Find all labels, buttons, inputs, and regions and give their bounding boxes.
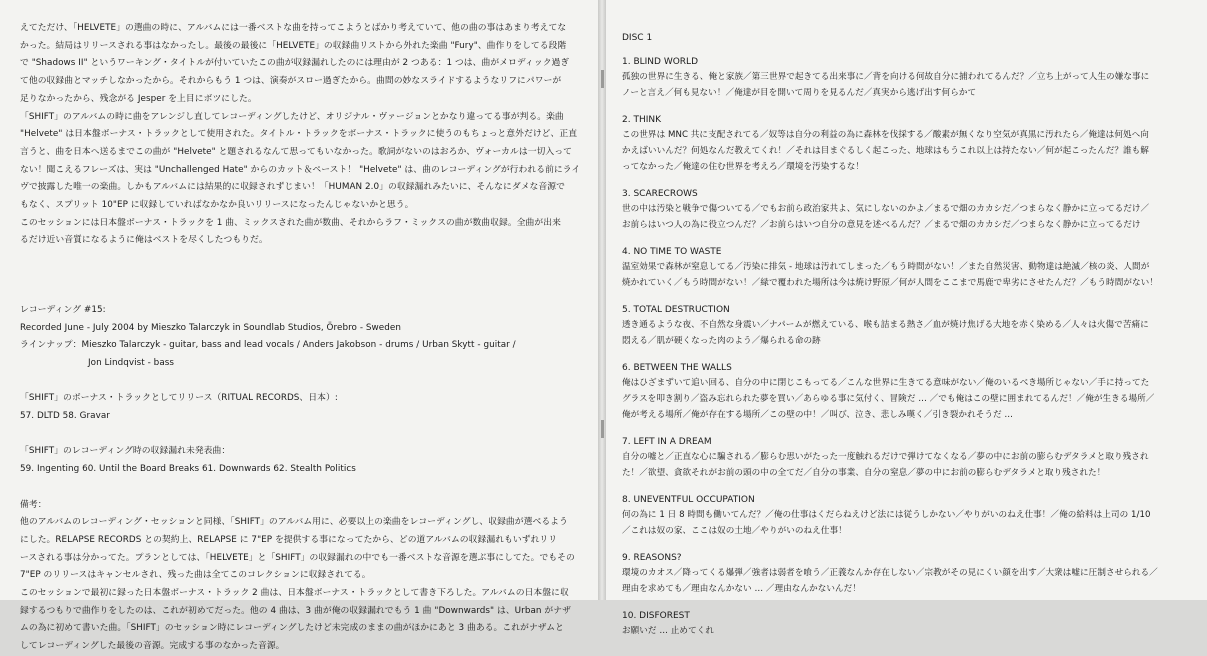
track-lyrics [622, 610, 1195, 639]
lyric-line: ノーと言え／何も見ない！／俺達が目を開いて周りを見るんだ／真実から逃げ出す何らかて [622, 88, 977, 98]
intro-line: て他の収録曲とマッチしなかったから。それからもう 1 つは、演奏がスロー過ぎたから。曲間の妙なスライドするようなリフにパワーが [20, 76, 562, 87]
recording-info [20, 302, 582, 373]
lyric-line: この世界は MNC 共に支配されてる／奴等は自分の利益の為に森林を伐採する／酸素が無くなり空気が真黒に汚れたら／俺達は何処へ向 [622, 130, 1149, 140]
staple [601, 420, 604, 438]
lineup-continued: Jon Lindqvist - bass [88, 357, 175, 368]
track-title: 10. DISFOREST [622, 611, 690, 621]
notes-title: 備考： [20, 499, 47, 510]
bonus-tracks: 57. DLTD 58. Gravar [20, 411, 110, 422]
track-lyrics [622, 188, 1195, 233]
intro-line: るだけ近い音質になるように俺はベストを尽くしたつもりだ。 [20, 235, 268, 246]
intro-line: もなく、スプリット 10"EP に収録していればなかなか良いリリースになったんじゃないかと思う。 [20, 200, 414, 211]
intro-line: ヴで披露した唯一の楽曲。しかもアルバムには結果的に収録されずじまい！「HUMAN 2.0」の収録漏れみたいに、そんなにダメな音源で [20, 182, 565, 193]
liner-notes-intro [20, 20, 582, 250]
lyric-line: お前らはいつ人の為に役立つんだ？／お前らはいつ自分の意見を述べるんだ？／まるで畑のカカシだ／つまらなく静かに立ってるだけ [622, 220, 1141, 230]
track-lyrics [622, 304, 1195, 349]
unreleased-title: 「SHIFT」のレコーディング時の収録漏れ未発表曲： [20, 446, 231, 457]
intro-line: 足りなかったから、残念がる Jesper を上目にボツにした。 [20, 93, 257, 104]
recording-title: レコーディング #15: [20, 304, 106, 315]
lyric-line: グラスを叩き割り／盗み忘れられた夢を買い／あらゆる事に気付く、冒険だ … ／でも俺はこの壁に囲まれてるんだ！／俺が生きる場所／ [622, 394, 1155, 404]
lyric-line: 理由を求めても／理由なんかない … ／理由なんかないんだ！ [622, 584, 861, 594]
lyric-line: 悶える／肌が硬くなった肉のよう／爆られる命の跡 [622, 336, 821, 346]
lyric-line: ／これは奴の家、ここは奴の土地／やりがいのねえ仕事！ [622, 526, 847, 536]
lyric-line: かえばいいんだ？何処なんだ教えてくれ！／それは目まぐるしく起こった、地球はもうこれ以上は持たない／何が起こったんだ？誰も解 [622, 146, 1149, 156]
intro-line: 「SHIFT」のアルバムの時に曲をアレンジし直してレコーディングしたけど、オリジナル・ヴァージョンとかなり違ってる事が判る。楽曲 [20, 111, 564, 122]
track-title: 1. BLIND WORLD [622, 57, 698, 67]
intro-line: 言うと、曲を日本へ送るまでこの曲が "Helvete" と題されるなんて思ってもいなかった。歌詞がないのはおろか、ヴォーカルは一切入って [20, 146, 572, 157]
lyric-line: 俺はひざまずいて追い回る、自分の中に閉じこもってる／こんな世界に生きてる意味がない／俺のいるべき場所じゃない／手に持ってた [622, 378, 1150, 388]
lyric-line: 焼かれていく／もう時間がない！／緑で覆われた場所は今は焼け野原／何が人間をここまで馬鹿で卑劣にさせたんだ？／もう時間がない！ [622, 278, 1158, 288]
recording-details: Recorded June - July 2004 by Mieszko Talarczyk in Soundlab Studios, Örebro - Sweden [20, 322, 401, 333]
intro-line: えてただけ、「HELVETE」の選曲の時に、アルバムには一番ベストな曲を持ってこようとばかり考えていて、他の曲の事はあまり考えてな [20, 23, 567, 33]
intro-line: "Helvete" は日本盤ボーナス・トラックとして使用された。タイトル・トラックをボーナス・トラックに使うのもちょっと意外だけど、正直 [20, 129, 578, 140]
bonus-section [20, 390, 582, 425]
right-page [606, 0, 1207, 636]
notes-line: ースされる事は分かってた。プランとしては、「HELVETE」と「SHIFT」の収録漏れの中でも一番ベストな音源を選ぶ事にしてた。でもその [20, 552, 575, 563]
booklet-gutter [598, 0, 606, 600]
notes-line: 他のアルバムのレコーディング・セッションと同様、「SHIFT」のアルバム用に、必要以上の楽曲をレコーディングし、収録曲が選べるよう [20, 517, 568, 528]
intro-line: かった。結局はリリースされる事はなかったし。最後の最後に「HELVETE」の収録曲リストから外れた楽曲 "Fury"、曲作りをしてる段階 [20, 40, 567, 51]
track-title: 3. SCARECROWS [622, 189, 698, 199]
lyric-line: た！／欲望、貪欲それがお前の頭の中の全てだ／自分の事業、自分の窒息／夢の中にお前の膨らむデタラメと取り残された！ [622, 468, 1106, 478]
lyric-line: 世の中は汚染と戦争で傷ついてる／でもお前ら政治家共よ、気にしないのかよ／まるで畑のカカシだ／つまらなく静かに立ってるだけ／ [622, 204, 1150, 214]
intro-line: で "Shadows II" というワーキング・タイトルが付いていたこの曲が収録漏れしたのには理由が 2 つある：1 つは、曲がメロディック過ぎ [20, 58, 570, 69]
notes-line: このセッションで最初に録った日本盤ボーナス・トラック 2 曲は、日本盤ボーナス・トラックとして書き下ろした。アルバムの日本盤に収 [20, 588, 569, 599]
track-lyrics [622, 362, 1195, 423]
track-title: 4. NO TIME TO WASTE [622, 247, 722, 257]
track-title: 8. UNEVENTFUL OCCUPATION [622, 495, 755, 505]
intro-line: ない！聞こえるフレーズは、実は "Unchallenged Hate" からのカット＆ペースト！ "Helvete" は、曲のレコーディングが行われる前にライ [20, 164, 581, 175]
notes-line: にした。RELAPSE RECORDS との契約上、RELAPSE に 7"EP を提供する事になってたから、どの道アルバムの収録漏れもいずれリリ [20, 534, 558, 545]
notes-line: 録するつもりで曲作りをしたのは、これが初めてだった。他の 4 曲は、3 曲が俺の収録漏れでもう 1 曲 "Downwards" は、Urban がナザ [20, 605, 571, 616]
track-lyrics [622, 114, 1195, 175]
notes-section [20, 497, 582, 656]
track-lyrics [622, 246, 1195, 291]
lyric-line: 自分の嘘と／正直な心に騙される／膨らむ思いがたった一度触れるだけで弾けてなくなる／夢の中にお前の膨らむデタラメと取り残され [622, 452, 1149, 462]
disc-heading: DISC 1 [622, 33, 653, 43]
staple [601, 70, 604, 88]
track-lyrics [622, 552, 1195, 597]
track-lyrics [622, 436, 1195, 481]
lyric-line: 俺が考える場所／俺が存在する場所／この壁の中！／叫び、泣き、悲しみ嘆く／引き裂かれそうだ … [622, 410, 1014, 420]
lineup: ラインナップ：Mieszko Talarczyk - guitar, bass and lead vocals / Anders Jakobson - drums / Urban Skytt - guitar / [20, 340, 516, 351]
lyric-line: お願いだ … 止めてくれ [622, 626, 715, 636]
notes-line: 7"EP のリリースはキャンセルされ、残った曲は全てこのコレクションに収録されてる。 [20, 570, 371, 581]
lyric-line: 孤独の世界に生きる、俺と家族／第三世界で起きてる出来事に／背を向ける何故自分に捕われてるんだ？／立ち上がって人生の嫌な事に [622, 72, 1150, 82]
notes-line: してレコーディングした最後の音源。完成する事のなかった音源。 [20, 641, 285, 652]
track-title: 7. LEFT IN A DREAM [622, 437, 712, 447]
track-title: 6. BETWEEN THE WALLS [622, 363, 732, 373]
lyric-line: 温室効果で森林が窒息してる／汚染に排気 - 地球は汚れてしまった／もう時間がない！／また自然災害、動物達は絶滅／核の炎、人間が [622, 262, 1150, 272]
lyric-line: ってなかった／俺達の住む世界を考えろ／環境を汚染するな！ [622, 162, 865, 172]
track-lyrics [622, 56, 1195, 101]
notes-line: ムの為に初めて書いた曲。「SHIFT」のセッション時にレコーディングしたけど未完成のままの曲がほかにあと 3 曲ある。これがナザムと [20, 623, 564, 634]
unreleased-section [20, 443, 582, 478]
track-lyrics [622, 494, 1195, 539]
left-page [0, 0, 598, 652]
lyric-line: 透き通るような夜、不自然な身震い／ナパームが燃えている、喉も詰まる熱さ／血が焼け焦げる大地を赤く染める／人々は火傷で苦痛に [622, 320, 1149, 330]
track-title: 2. THINK [622, 115, 662, 125]
track-title: 5. TOTAL DESTRUCTION [622, 305, 730, 315]
track-title: 9. REASONS? [622, 553, 682, 563]
lyric-line: 何の為に 1 日 8 時間も働いてんだ？／俺の仕事はくだらねえけど法には従うしかない／やりがいのねえ仕事！／俺の給料は上司の 1/10 [622, 510, 1151, 520]
lyric-line: 環境のカオス／降ってくる爆弾／強者は弱者を喰う／正義なんか存在しない／宗教がその見にくい顔を出す／大衆は嘘に圧制させられる／ [622, 568, 1158, 578]
bonus-title: 「SHIFT」のボーナス・トラックとしてリリース（RITUAL RECORDS、日本）: [20, 393, 338, 404]
intro-line: このセッションには日本盤ボーナス・トラックを 1 曲、ミックスされた曲が数曲、それからラフ・ミックスの曲が数曲収録。全曲が出来 [20, 217, 561, 228]
unreleased-tracks: 59. Ingenting 60. Until the Board Breaks 61. Downwards 62. Stealth Politics [20, 464, 356, 475]
